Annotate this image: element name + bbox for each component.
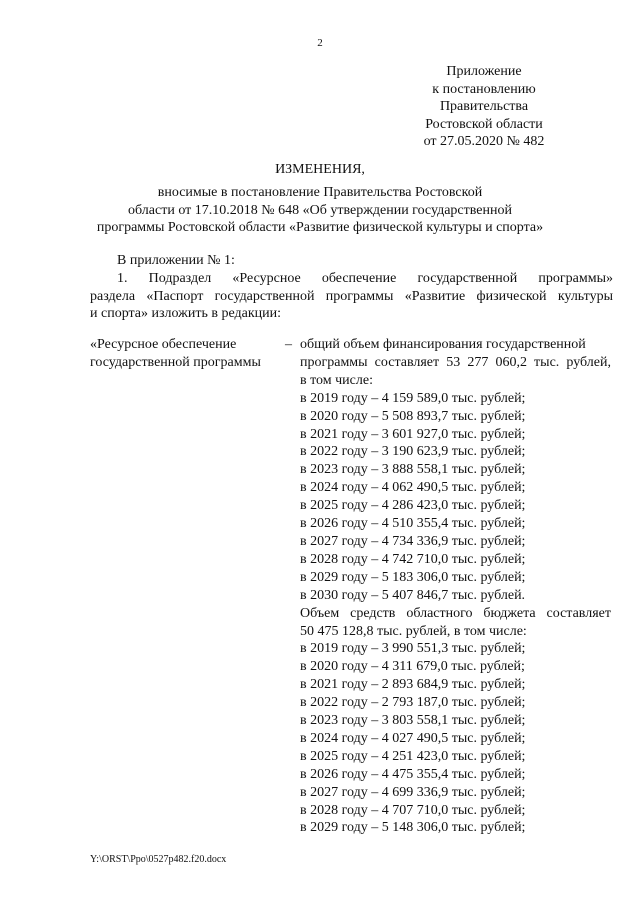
subtitle-line: области от 17.10.2018 № 648 «Об утверждении государственной (128, 202, 512, 218)
item-text-line: 1. Подраздел «Ресурсное обеспечение государственной программы» (117, 270, 613, 286)
funding-year-line: в 2029 году – 5 183 306,0 тыс. рублей; (300, 569, 526, 585)
footer-file-path: Y:\ORST\Ppo\0527p482.f20.docx (90, 854, 227, 865)
budget-year-line: в 2029 году – 5 148 306,0 тыс. рублей; (300, 820, 526, 836)
budget-year-line: в 2028 году – 4 707 710,0 тыс. рублей; (300, 802, 526, 818)
item-text-line: и спорта» изложить в редакции: (90, 306, 281, 322)
budget-text-line: Объем средств областного бюджета составляет (300, 605, 611, 621)
resource-section-label (90, 336, 290, 371)
appendix-block (384, 63, 584, 151)
intro-paragraphs (90, 252, 613, 323)
subtitle-line: программы Ростовской области «Развитие физической культуры и спорта» (96, 220, 544, 235)
funding-year-line: в 2022 году – 3 190 623,9 тыс. рублей; (300, 444, 526, 460)
subtitle-line: вносимые в постановление Правительства Ростовской (157, 185, 483, 200)
budget-year-line: в 2025 году – 4 251 423,0 тыс. рублей; (300, 748, 526, 764)
budget-year-line: в 2021 году – 2 893 684,9 тыс. рублей; (300, 677, 526, 693)
resource-funding-text (300, 336, 611, 837)
funding-text-line: в том числе: (300, 372, 373, 388)
funding-year-line: в 2020 году – 5 508 893,7 тыс. рублей; (300, 408, 526, 424)
document-title: ИЗМЕНЕНИЯ, (275, 162, 365, 177)
funding-text-line: общий объем финансирования государственной (300, 337, 586, 352)
appendix-reference: В приложении № 1: (117, 253, 235, 268)
appendix-line: Правительства (439, 99, 529, 114)
budget-text-line: 50 475 128,8 тыс. рублей, в том числе: (300, 623, 527, 639)
funding-year-line: в 2025 году – 4 286 423,0 тыс. рублей; (300, 498, 526, 514)
budget-year-line: в 2020 году – 4 311 679,0 тыс. рублей; (300, 659, 525, 675)
budget-year-line: в 2023 году – 3 803 558,1 тыс. рублей; (300, 713, 526, 729)
budget-year-line: в 2024 году – 4 027 490,5 тыс. рублей; (300, 730, 526, 746)
budget-year-line: в 2027 году – 4 699 336,9 тыс. рублей; (300, 784, 526, 800)
budget-year-line: в 2019 году – 3 990 551,3 тыс. рублей; (300, 641, 526, 657)
funding-year-line: в 2019 году – 4 159 589,0 тыс. рублей; (300, 390, 526, 406)
funding-year-line: в 2024 году – 4 062 490,5 тыс. рублей; (300, 480, 526, 496)
appendix-line: Ростовской области (425, 116, 543, 132)
appendix-line: от 27.05.2020 № 482 (423, 134, 545, 149)
appendix-line: к постановлению (432, 81, 536, 97)
funding-year-line: в 2023 году – 3 888 558,1 тыс. рублей; (300, 462, 526, 478)
resource-label-line: государственной программы (90, 354, 261, 370)
appendix-line: Приложение (446, 64, 522, 79)
label-dash: – (285, 337, 292, 352)
page-number: 2 (317, 37, 323, 49)
item-text-line: раздела «Паспорт государственной программы «Развитие физической культуры (90, 288, 613, 304)
resource-label-line: «Ресурсное обеспечение (90, 337, 237, 352)
budget-year-line: в 2026 году – 4 475 355,4 тыс. рублей; (300, 766, 526, 782)
funding-year-line: в 2028 году – 4 742 710,0 тыс. рублей; (300, 551, 526, 567)
funding-text-line: программы составляет 53 277 060,2 тыс. рублей, (300, 354, 611, 370)
funding-year-line: в 2021 году – 3 601 927,0 тыс. рублей; (300, 426, 526, 442)
funding-year-line: в 2027 году – 4 734 336,9 тыс. рублей; (300, 533, 526, 549)
funding-year-line: в 2030 году – 5 407 846,7 тыс. рублей. (300, 587, 526, 603)
document-subtitle (0, 184, 640, 237)
funding-year-line: в 2026 году – 4 510 355,4 тыс. рублей; (300, 516, 526, 532)
budget-year-line: в 2022 году – 2 793 187,0 тыс. рублей; (300, 695, 526, 711)
